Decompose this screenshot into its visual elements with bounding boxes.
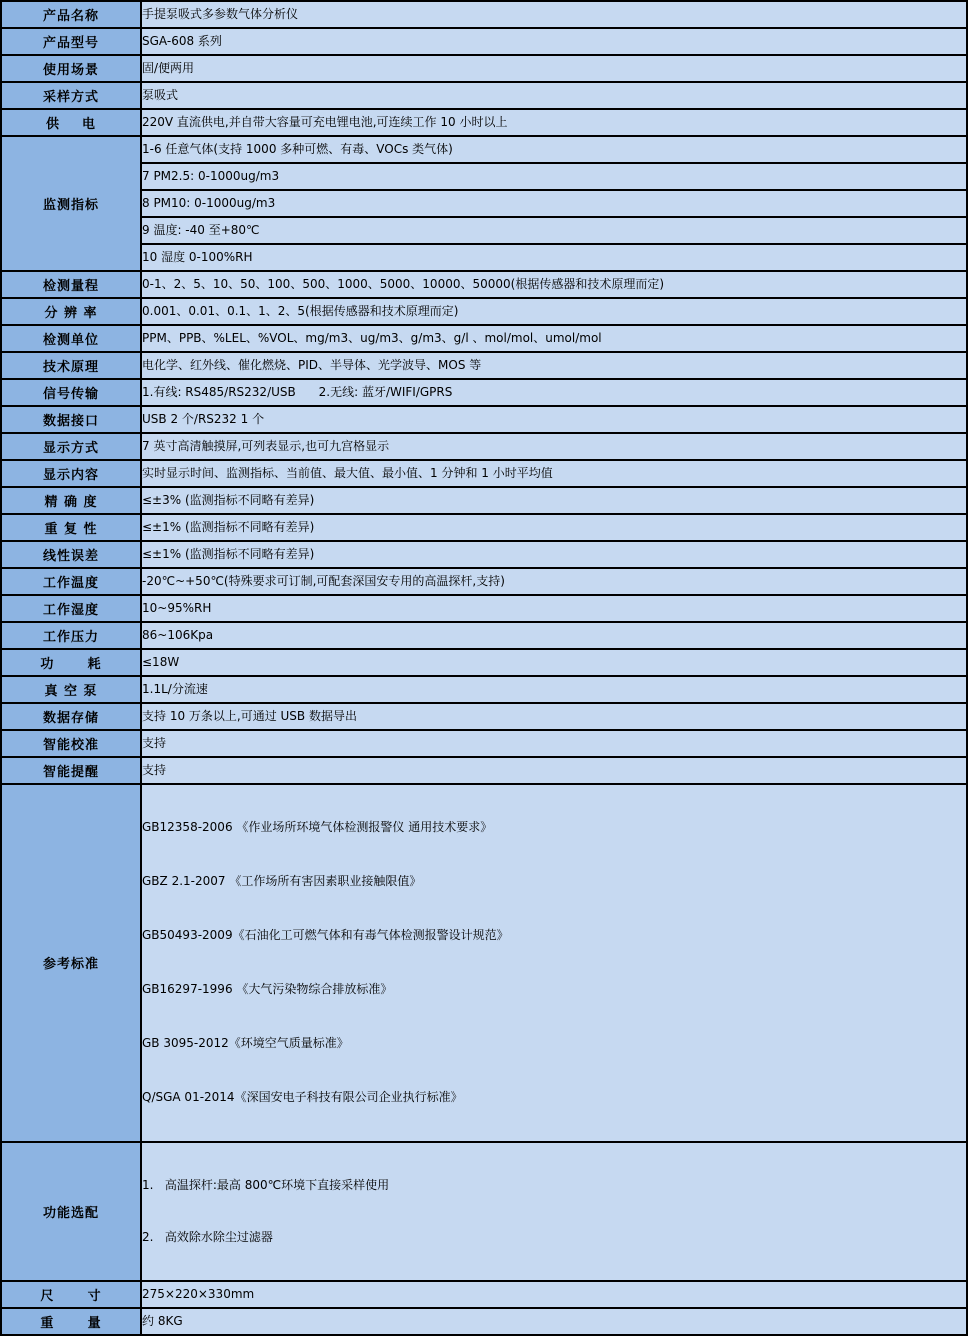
table-row [1,649,967,676]
row-label-reference-standards: 参考标准 [1,784,141,1142]
optional-feature-line: 2. 高效除水除尘过滤器 [142,1230,273,1245]
row-value-product-name: 手提泵吸式多参数气体分析仪 [141,1,967,28]
table-row [1,136,967,163]
row-value-monitoring-item-3: 8 PM10: 0-1000ug/m3 [141,190,967,217]
row-label-data-storage: 数据存储 [1,703,141,730]
row-value-working-pressure: 86~106Kpa [141,622,967,649]
row-label-technical-principle: 技术原理 [1,352,141,379]
row-value-resolution: 0.001、0.01、0.1、1、2、5(根据传感器和技术原理而定) [141,298,967,325]
table-row [1,730,967,757]
row-value-optional-features [141,1142,967,1281]
row-value-smart-calibration: 支持 [141,730,967,757]
row-label-product-model: 产品型号 [1,28,141,55]
row-value-usage-scenario: 固/便两用 [141,55,967,82]
standard-line: GB16297-1996 《大气污染物综合排放标准》 [142,982,393,996]
row-value-dimensions: 275×220×330mm [141,1281,967,1308]
standard-line: Q/SGA 01-2014《深国安电子科技有限公司企业执行标准》 [142,1089,463,1104]
table-row [1,244,967,271]
row-value-reference-standards [141,784,967,1142]
table-row [1,55,967,82]
table-row [1,406,967,433]
row-value-weight: 约 8KG [141,1308,967,1335]
table-row [1,379,967,406]
table-row [1,1142,967,1281]
table-row [1,757,967,784]
row-value-vacuum-pump: 1.1L/分流速 [141,676,967,703]
table-row [1,298,967,325]
row-label-working-temperature: 工作温度 [1,568,141,595]
table-row [1,82,967,109]
row-value-technical-principle: 电化学、红外线、催化燃烧、PID、半导体、光学波导、MOS 等 [141,352,967,379]
standard-line: GBZ 2.1-2007 《工作场所有害因素职业接触限值》 [142,874,422,889]
row-label-smart-calibration: 智能校准 [1,730,141,757]
table-row [1,217,967,244]
row-value-sampling-method: 泵吸式 [141,82,967,109]
row-value-display-mode: 7 英寸高清触摸屏,可列表显示,也可九宫格显示 [141,433,967,460]
row-label-weight: 重 量 [1,1308,141,1335]
table-row [1,163,967,190]
table-row [1,784,967,1142]
row-value-smart-reminder: 支持 [141,757,967,784]
row-label-linearity-error: 线性误差 [1,541,141,568]
row-label-detection-unit: 检测单位 [1,325,141,352]
table-row [1,460,967,487]
row-label-smart-reminder: 智能提醒 [1,757,141,784]
row-value-signal-transmission: 1.有线: RS485/RS232/USB 2.无线: 蓝牙/WIFI/GPRS [141,379,967,406]
row-label-dimensions: 尺 寸 [1,1281,141,1308]
table-row [1,487,967,514]
table-row [1,28,967,55]
table-row [1,325,967,352]
row-label-display-mode: 显示方式 [1,433,141,460]
table-row [1,433,967,460]
table-row [1,595,967,622]
table-row [1,541,967,568]
row-value-data-interface: USB 2 个/RS232 1 个 [141,406,967,433]
row-label-product-name: 产品名称 [1,1,141,28]
row-label-repeatability: 重 复 性 [1,514,141,541]
row-value-monitoring-item-2: 7 PM2.5: 0-1000ug/m3 [141,163,967,190]
row-label-data-interface: 数据接口 [1,406,141,433]
table-row [1,271,967,298]
optional-feature-line: 1. 高温探杆:最高 800℃环境下直接采样使用 [142,1178,390,1192]
row-value-monitoring-item-1: 1-6 任意气体(支持 1000 多种可燃、有毒、VOCs 类气体) [141,136,967,163]
table-row [1,514,967,541]
standard-line: GB12358-2006 《作业场所环境气体检测报警仪 通用技术要求》 [142,820,493,835]
row-label-working-pressure: 工作压力 [1,622,141,649]
row-value-detection-range: 0-1、2、5、10、50、100、500、1000、5000、10000、50000(根据传感器和技术原理而定) [141,271,967,298]
table-row [1,1281,967,1308]
row-value-accuracy: ≤±3% (监测指标不同略有差异) [141,487,967,514]
table-row [1,622,967,649]
row-label-display-content: 显示内容 [1,460,141,487]
row-value-linearity-error: ≤±1% (监测指标不同略有差异) [141,541,967,568]
row-label-sampling-method: 采样方式 [1,82,141,109]
table-row [1,190,967,217]
table-row [1,1,967,28]
row-value-monitoring-item-5: 10 湿度 0-100%RH [141,244,967,271]
row-value-data-storage: 支持 10 万条以上,可通过 USB 数据导出 [141,703,967,730]
standard-line: GB50493-2009《石油化工可燃气体和有毒气体检测报警设计规范》 [142,928,509,943]
table-row [1,703,967,730]
row-label-working-humidity: 工作湿度 [1,595,141,622]
row-label-usage-scenario: 使用场景 [1,55,141,82]
row-label-monitoring-indicators: 监测指标 [1,136,141,271]
row-value-working-humidity: 10~95%RH [141,595,967,622]
row-value-power-consumption: ≤18W [141,649,967,676]
row-value-detection-unit: PPM、PPB、%LEL、%VOL、mg/m3、ug/m3、g/m3、g/l 、mol/mol、umol/mol [141,325,967,352]
row-label-optional-features: 功能选配 [1,1142,141,1281]
row-value-repeatability: ≤±1% (监测指标不同略有差异) [141,514,967,541]
row-label-detection-range: 检测量程 [1,271,141,298]
table-row [1,1308,967,1335]
standard-line: GB 3095-2012《环境空气质量标准》 [142,1035,349,1050]
table-row [1,352,967,379]
row-label-power-consumption: 功 耗 [1,649,141,676]
table-row [1,568,967,595]
row-label-accuracy: 精 确 度 [1,487,141,514]
row-value-product-model: SGA-608 系列 [141,28,967,55]
row-value-monitoring-item-4: 9 温度: -40 至+80℃ [141,217,967,244]
table-row [1,676,967,703]
row-value-display-content: 实时显示时间、监测指标、当前值、最大值、最小值、1 分钟和 1 小时平均值 [141,460,967,487]
row-value-power-supply: 220V 直流供电,并自带大容量可充电锂电池,可连续工作 10 小时以上 [141,109,967,136]
row-label-signal-transmission: 信号传输 [1,379,141,406]
row-value-working-temperature: -20℃~+50℃(特殊要求可订制,可配套深国安专用的高温探杆,支持) [141,568,967,595]
table-row [1,109,967,136]
row-label-resolution: 分 辨 率 [1,298,141,325]
row-label-vacuum-pump: 真 空 泵 [1,676,141,703]
row-label-power-supply: 供 电 [1,109,141,136]
